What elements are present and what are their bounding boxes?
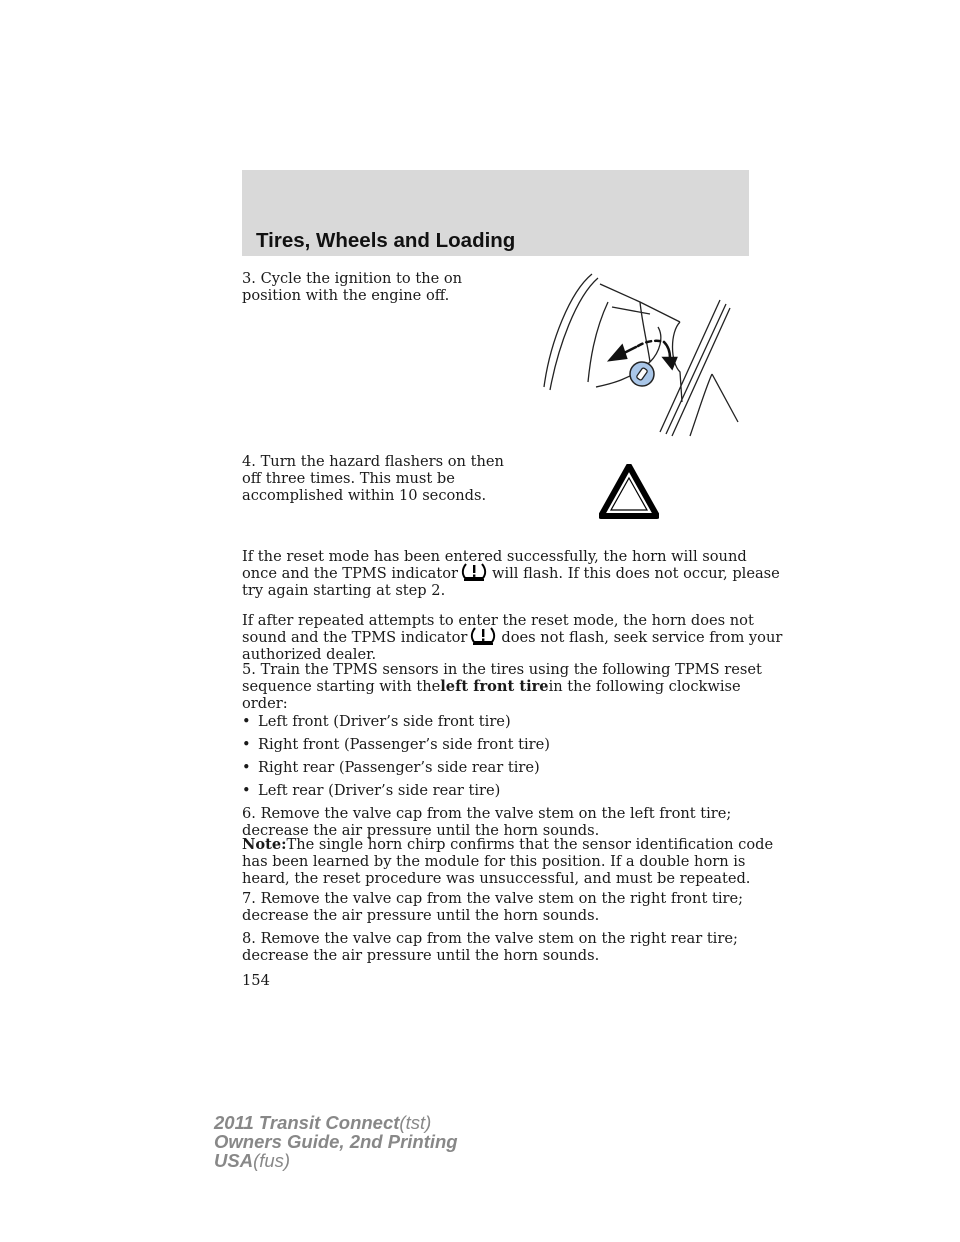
step-5-paragraph: 5. Train the TPMS sensors in the tires using the following TPMS reset sequence starting with theleft front tirein the following clockwise order:	[242, 661, 762, 712]
tpms-warning-icon	[467, 629, 501, 646]
step-8-text: 8. Remove the valve cap from the valve stem on the right rear tire; decrease the air pressure until the horn sounds.	[242, 930, 738, 964]
section-title: Tires, Wheels and Loading	[256, 229, 516, 252]
ignition-illustration	[530, 262, 742, 442]
list-item: • Left front (Driver’s side front tire)	[242, 713, 511, 730]
page-number: 154	[242, 972, 270, 989]
reset-fail-paragraph: If after repeated attempts to enter the reset mode, the horn does not sound and the TPMS indicator does not flash, seek service from your authorized dealer.	[242, 612, 783, 663]
emphasis-left-front-tire: left front tire	[440, 678, 549, 695]
note-label: Note:	[242, 836, 287, 853]
step-7-text: 7. Remove the valve cap from the valve stem on the right front tire; decrease the air pressure until the horn sounds.	[242, 890, 744, 924]
step-4-text: 4. Turn the hazard flashers on then off three times. This must be accomplished within 10 seconds.	[242, 453, 504, 504]
tpms-warning-icon	[458, 565, 492, 582]
step-3-text: 3. Cycle the ignition to the on position with the engine off.	[242, 270, 463, 304]
document-footer: 2011 Transit Connect(tst) Owners Guide, 2nd Printing USA(fus)	[214, 1112, 458, 1171]
hazard-triangle-icon	[599, 464, 659, 519]
list-item: • Left rear (Driver’s side rear tire)	[242, 782, 501, 799]
reset-success-paragraph: If the reset mode has been entered successfully, the horn will sound once and the TPMS indicator will flash. If this does not occur, please try again starting at step 2.	[242, 548, 780, 599]
list-item: • Right rear (Passenger’s side rear tire)	[242, 759, 540, 776]
note-paragraph: Note:The single horn chirp confirms that the sensor identification code has been learned by the module for this position. If a double horn is heard, the reset procedure was unsuccessful, and must be repeated.	[242, 836, 774, 887]
hazard-illustration	[599, 464, 659, 523]
list-item: • Right front (Passenger’s side front tire)	[242, 736, 550, 753]
step-6-text: 6. Remove the valve cap from the valve stem on the left front tire; decrease the air pressure until the horn sounds.	[242, 805, 732, 839]
ignition-key-icon	[530, 262, 742, 438]
